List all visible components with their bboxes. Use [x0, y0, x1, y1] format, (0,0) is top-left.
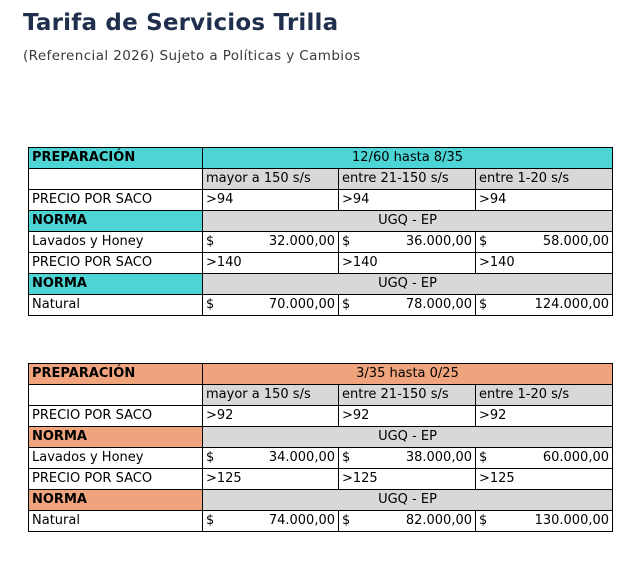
norma-label: NORMA [29, 427, 203, 448]
currency-symbol: $ [206, 234, 215, 249]
norma-label: NORMA [29, 211, 203, 232]
precio-value: >92 [476, 406, 613, 427]
precio-value: >125 [476, 469, 613, 490]
currency-symbol: $ [479, 234, 488, 249]
column-header: mayor a 150 s/s [203, 169, 339, 190]
price-amount: 34.000,00 [268, 450, 335, 465]
table-row [29, 469, 613, 490]
natural-label: Natural [29, 511, 203, 532]
price-amount: 58.000,00 [542, 234, 610, 249]
empty-cell [29, 169, 203, 190]
precio-value: >94 [476, 190, 613, 211]
page-title: Tarifa de Servicios Trilla [23, 10, 339, 36]
currency-symbol: $ [206, 297, 215, 312]
precio-value: >125 [339, 469, 476, 490]
column-header: entre 21-150 s/s [339, 385, 476, 406]
precio-label: PRECIO POR SACO [29, 190, 203, 211]
price-cell [476, 511, 613, 532]
column-header: entre 1-20 s/s [476, 169, 613, 190]
currency-symbol: $ [342, 450, 351, 465]
precio-label: PRECIO POR SACO [29, 406, 203, 427]
price-amount: 70.000,00 [268, 297, 335, 312]
table-row [29, 448, 613, 469]
precio-value: >92 [339, 406, 476, 427]
price-amount: 32.000,00 [268, 234, 335, 249]
lavados-label: Lavados y Honey [29, 448, 203, 469]
norma-label: NORMA [29, 274, 203, 295]
currency-symbol: $ [342, 513, 351, 528]
currency-symbol: $ [206, 450, 215, 465]
price-cell [339, 511, 476, 532]
price-amount: 124.000,00 [534, 297, 610, 312]
norma-value: UGQ - EP [203, 211, 613, 232]
precio-value: >94 [339, 190, 476, 211]
table-row [29, 148, 613, 169]
range-label: 3/35 hasta 0/25 [203, 364, 613, 385]
preparacion-label: PREPARACIÓN [29, 148, 203, 169]
lavados-label: Lavados y Honey [29, 232, 203, 253]
range-label: 12/60 hasta 8/35 [203, 148, 613, 169]
column-header: mayor a 150 s/s [203, 385, 339, 406]
table-row [29, 490, 613, 511]
norma-value: UGQ - EP [203, 274, 613, 295]
price-cell [476, 232, 613, 253]
page-subtitle: (Referencial 2026) Sujeto a Políticas y Cambios [23, 48, 361, 64]
price-amount: 130.000,00 [534, 513, 610, 528]
currency-symbol: $ [479, 297, 488, 312]
currency-symbol: $ [479, 450, 488, 465]
precio-value: >140 [476, 253, 613, 274]
table-row [29, 364, 613, 385]
table-row [29, 232, 613, 253]
norma-value: UGQ - EP [203, 490, 613, 511]
table-row [29, 295, 613, 316]
price-amount: 36.000,00 [405, 234, 472, 249]
price-amount: 60.000,00 [542, 450, 610, 465]
table-row [29, 274, 613, 295]
column-header: entre 21-150 s/s [339, 169, 476, 190]
price-cell [476, 448, 613, 469]
norma-label: NORMA [29, 490, 203, 511]
natural-label: Natural [29, 295, 203, 316]
table-row [29, 406, 613, 427]
price-cell [339, 295, 476, 316]
price-amount: 82.000,00 [405, 513, 472, 528]
empty-cell [29, 385, 203, 406]
price-cell [203, 448, 339, 469]
norma-value: UGQ - EP [203, 427, 613, 448]
price-cell [203, 295, 339, 316]
price-amount: 38.000,00 [405, 450, 472, 465]
tarifa-table-2 [28, 363, 613, 532]
price-cell [339, 448, 476, 469]
table-row [29, 169, 613, 190]
currency-symbol: $ [342, 234, 351, 249]
tarifa-table-1 [28, 147, 613, 316]
table-row [29, 427, 613, 448]
table-row [29, 253, 613, 274]
price-cell [476, 295, 613, 316]
precio-value: >94 [203, 190, 339, 211]
column-header: entre 1-20 s/s [476, 385, 613, 406]
precio-value: >140 [203, 253, 339, 274]
precio-value: >125 [203, 469, 339, 490]
price-cell [203, 511, 339, 532]
table-row [29, 511, 613, 532]
preparacion-label: PREPARACIÓN [29, 364, 203, 385]
price-amount: 74.000,00 [268, 513, 335, 528]
currency-symbol: $ [342, 297, 351, 312]
precio-value: >140 [339, 253, 476, 274]
precio-value: >92 [203, 406, 339, 427]
table-row [29, 211, 613, 232]
currency-symbol: $ [479, 513, 488, 528]
price-cell [203, 232, 339, 253]
table-row [29, 385, 613, 406]
precio-label: PRECIO POR SACO [29, 469, 203, 490]
currency-symbol: $ [206, 513, 215, 528]
table-row [29, 190, 613, 211]
precio-label: PRECIO POR SACO [29, 253, 203, 274]
price-cell [339, 232, 476, 253]
price-amount: 78.000,00 [405, 297, 472, 312]
